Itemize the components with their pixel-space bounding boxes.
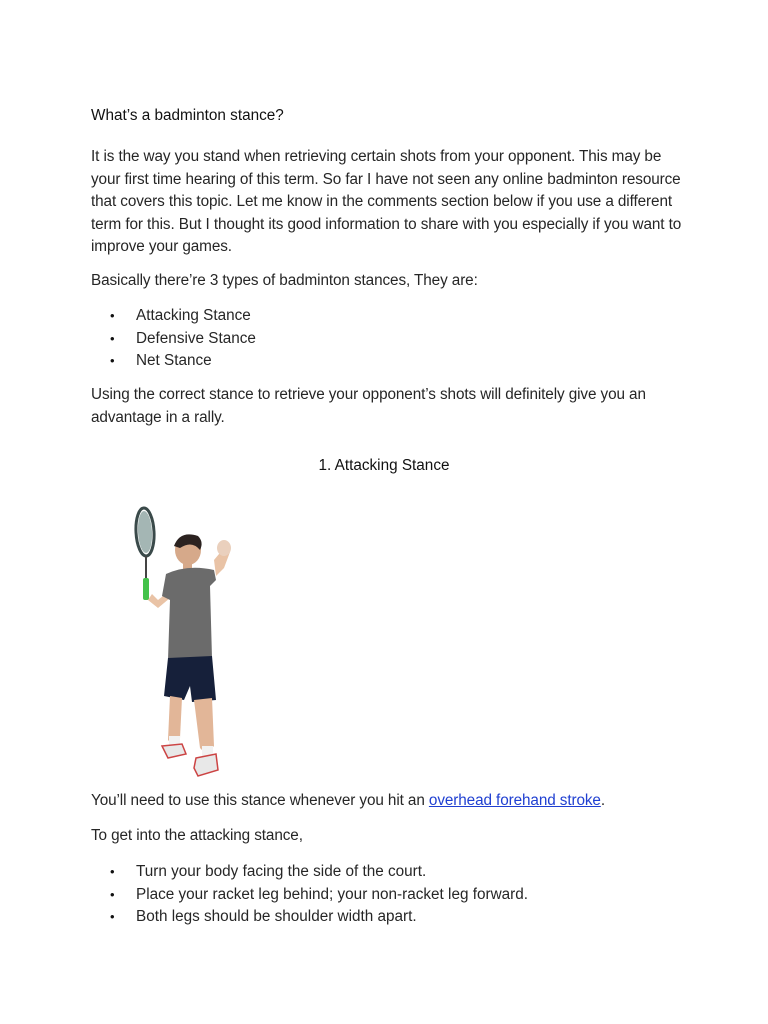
raised-hand — [217, 540, 231, 556]
types-intro: Basically there’re 3 types of badminton stances, They are: — [91, 272, 478, 289]
list-item: • Net Stance — [91, 350, 256, 373]
page-heading: What’s a badminton stance? — [91, 107, 284, 124]
list-item: • Attacking Stance — [91, 305, 256, 328]
steps-list — [91, 861, 528, 929]
player-shirt — [162, 568, 216, 660]
list-item: • Place your racket leg behind; your non-racket leg forward. — [91, 884, 528, 907]
advantage-paragraph: Using the correct stance to retrieve your opponent’s shots will definitely give you an advantage in a rally. — [91, 386, 646, 426]
racket-handle — [143, 578, 149, 600]
list-item: • Both legs should be shoulder width apart. — [91, 906, 528, 929]
player-shorts — [164, 656, 216, 702]
left-shoe — [162, 744, 186, 758]
list-item: • Turn your body facing the side of the court. — [91, 861, 528, 884]
usage-text-after: . — [600, 792, 605, 809]
list-item: • Defensive Stance — [91, 328, 256, 351]
intro-paragraph: It is the way you stand when retrieving certain shots from your opponent. This may be your first time hearing of this term. So far I have not seen any online badminton resource that covers this topic. Let me know in the comments section below if you use a different term for this. But I thought its good information to share with you especially if you want to improve your games. — [91, 148, 682, 255]
stance-types-list — [91, 305, 256, 373]
usage-text-before: You’ll need to use this stance whenever you hit an — [91, 792, 429, 809]
right-shoe — [194, 754, 218, 776]
usage-sentence — [91, 790, 683, 813]
attacking-stance-photo — [128, 500, 258, 785]
how-to-intro: To get into the attacking stance, — [91, 827, 303, 844]
overhead-forehand-stroke-link[interactable]: overhead forehand stroke — [428, 792, 601, 809]
section-title: 1. Attacking Stance — [318, 457, 450, 474]
